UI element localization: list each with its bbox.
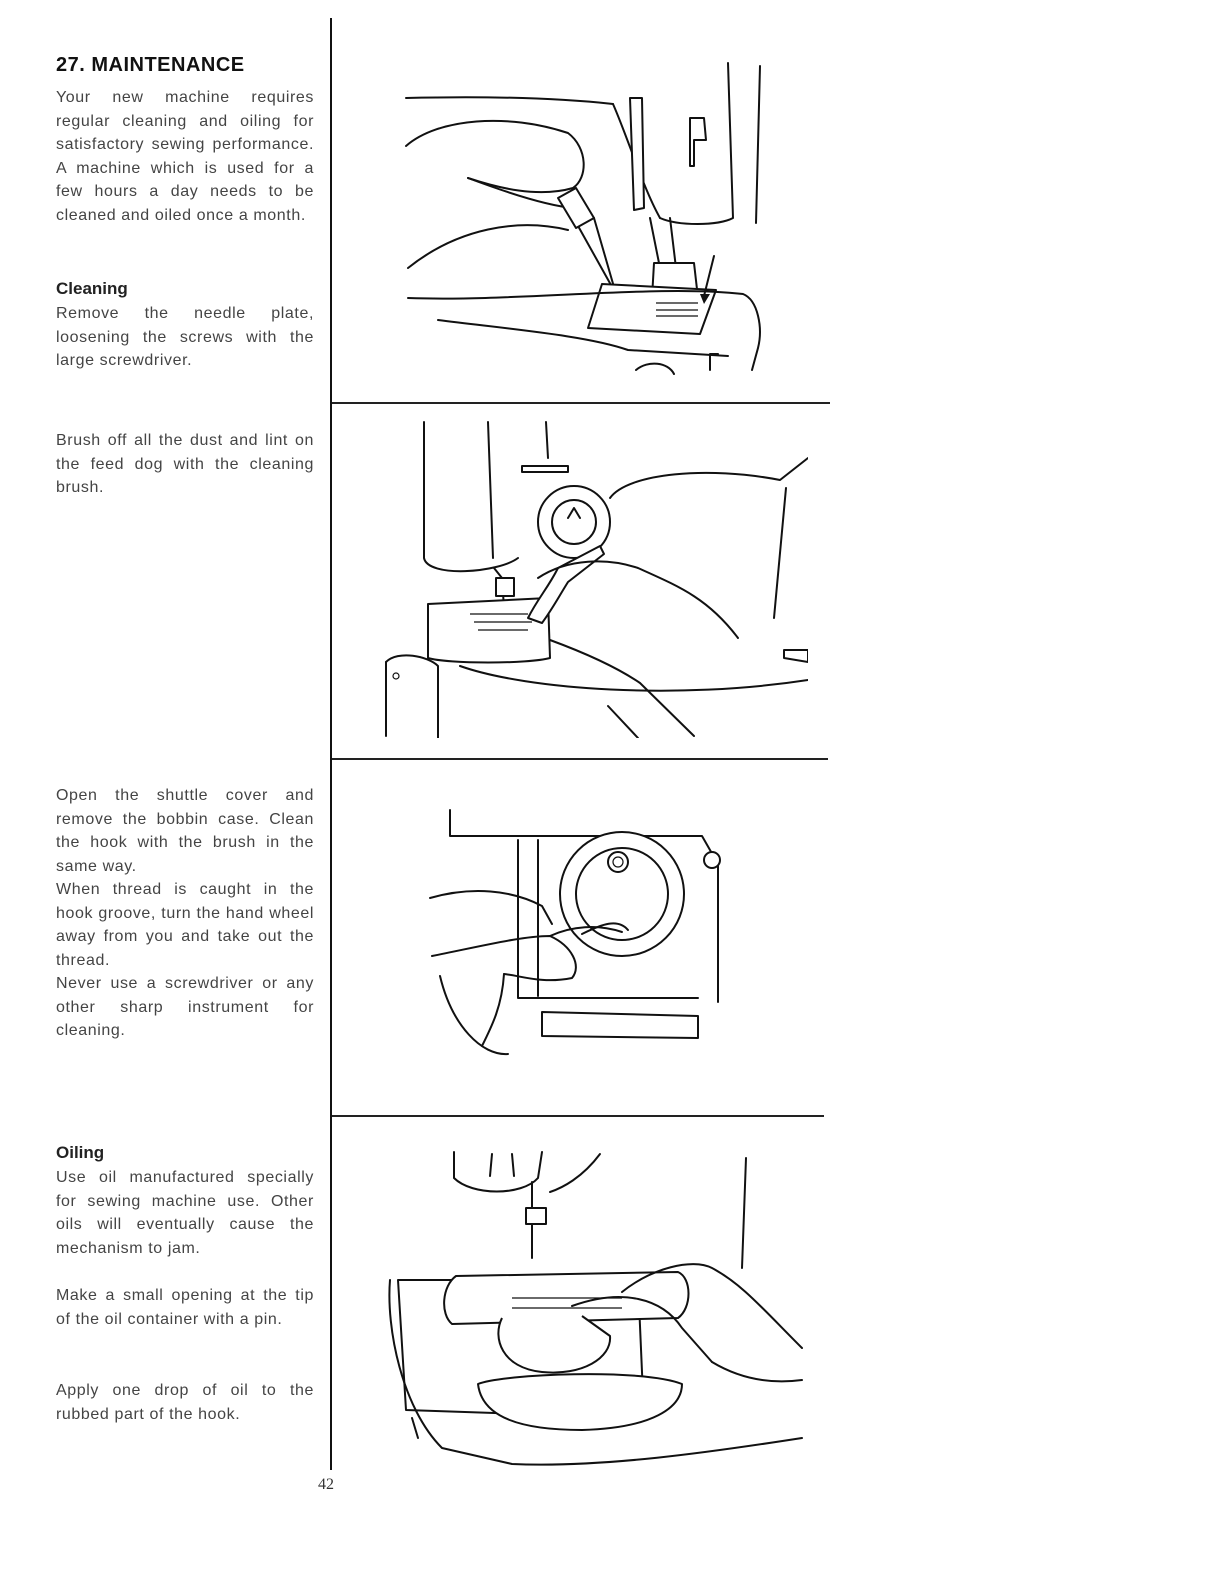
figure-remove-needle-plate — [398, 58, 770, 378]
intro-paragraph: Your new machine requires regular cleaning and oiling for satisfactory sewing performance. A machine which is used for a few hours a day needs to be cleaned and oiled once a month. — [56, 89, 314, 224]
oiling-step-apply-oil: Apply one drop of oil to the rubbed part of the hook. — [56, 1382, 314, 1423]
figure-divider-2 — [332, 758, 828, 760]
oiling-heading: Oiling — [56, 1143, 105, 1162]
cleaning-heading: Cleaning — [56, 279, 128, 298]
figure-clean-hook — [422, 806, 734, 1062]
page-number: 42 — [318, 1476, 334, 1493]
cleaning-step-clean-hook: Open the shuttle cover and remove the bobbin case. Clean the hook with the brush in the same way. — [56, 787, 314, 875]
column-divider — [330, 18, 332, 1470]
section-heading: 27. MAINTENANCE — [56, 54, 245, 76]
cleaning-warning: Never use a screwdriver or any other sharp instrument for cleaning. — [56, 975, 314, 1039]
oiling-step-use-oil: Use oil manufactured specially for sewing machine use. Other oils will eventually cause the mechanism to jam. — [56, 1169, 314, 1257]
figure-divider-1 — [332, 402, 830, 404]
figure-brush-feed-dog — [378, 418, 808, 738]
cleaning-step-thread-in-groove: When thread is caught in the hook groove, turn the hand wheel away from you and take out the thread. — [56, 881, 314, 969]
figure-oil-hook — [382, 1148, 812, 1468]
cleaning-step-remove-needle-plate: Remove the needle plate, loosening the screws with the large screwdriver. — [56, 305, 314, 369]
cleaning-step-brush-feed-dog: Brush off all the dust and lint on the feed dog with the cleaning brush. — [56, 432, 314, 496]
figure-divider-3 — [332, 1115, 824, 1117]
oiling-step-open-container: Make a small opening at the tip of the oil container with a pin. — [56, 1287, 314, 1328]
